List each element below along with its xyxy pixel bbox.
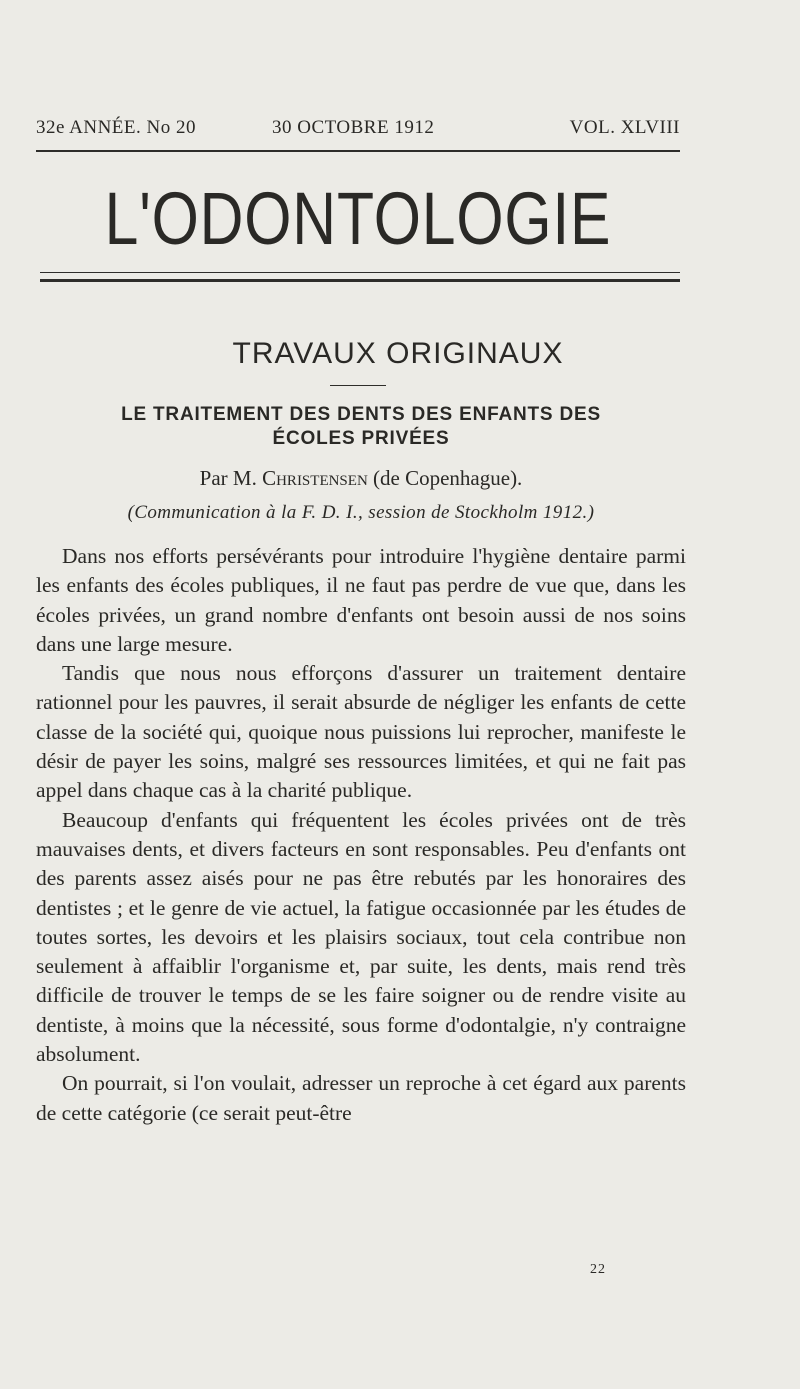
article-title — [36, 403, 686, 451]
byline-suffix: (de Copenhague). — [367, 466, 523, 490]
byline — [36, 466, 686, 491]
byline-prefix: Par M. — [199, 466, 263, 490]
byline-author: Christensen — [262, 466, 368, 490]
article-body — [36, 542, 686, 1128]
paragraph: Beaucoup d'enfants qui fréquentent les écoles privées ont de très mauvaises dents, et divers facteurs en sont responsables. Peu d'enfants ont des parents assez aisés pour ne pas être rebutés par les honoraires des dentistes ; et le genre de vie actuel, la fatigue occasionnée par les études de toutes sortes, les devoirs et les plaisirs sociaux, tout cela contribue non seulement à affaiblir l'organisme et, par suite, les dents, mais rend très difficile de trouver le temps de se les faire soigner ou de rendre visite au dentiste, à moins que la nécessité, sous forme d'odontalgie, n'y contraigne absolument. — [36, 807, 686, 1067]
paragraph: Dans nos efforts persévérants pour introduire l'hygiène dentaire parmi les enfants des écoles publiques, il ne faut pas perdre de vue que, dans les écoles privées, un grand nombre d'enfants ont besoin aussi de nos soins dans une large mesure. — [36, 544, 686, 656]
communication-note: (Communication à la F. D. I., session de Stockholm 1912.) — [127, 502, 595, 523]
volume-number: VOL. XLVIII — [569, 117, 680, 138]
section-divider — [330, 385, 386, 386]
issue-number: 32e ANNÉE. No 20 — [36, 117, 196, 138]
paragraph: Tandis que nous nous efforçons d'assurer un traitement dentaire rationnel pour les pauvres, il serait absurde de négliger les enfants de cette classe de la société qui, quoique nous puissions lui reprocher, manifeste le désir de payer les soins, malgré ses ressources limitées, et qui ne fait pas appel dans chaque cas à la charité publique. — [36, 661, 686, 803]
article-title-line-1: LE TRAITEMENT DES DENTS DES ENFANTS DES — [121, 404, 601, 425]
issue-date: 30 OCTOBRE 1912 — [272, 117, 435, 138]
masthead-double-rule — [40, 272, 680, 282]
page-number: 22 — [590, 1262, 606, 1277]
journal-masthead: L'ODONTOLOGIE — [104, 177, 612, 260]
article-title-line-2: ÉCOLES PRIVÉES — [272, 428, 450, 449]
running-header — [36, 117, 680, 143]
section-title: TRAVAUX ORIGINAUX — [232, 337, 564, 370]
paragraph: On pourrait, si l'on voulait, adresser un reproche à cet égard aux parents de cette catégorie (ce serait peut-être — [36, 1071, 686, 1125]
header-rule — [36, 150, 680, 152]
